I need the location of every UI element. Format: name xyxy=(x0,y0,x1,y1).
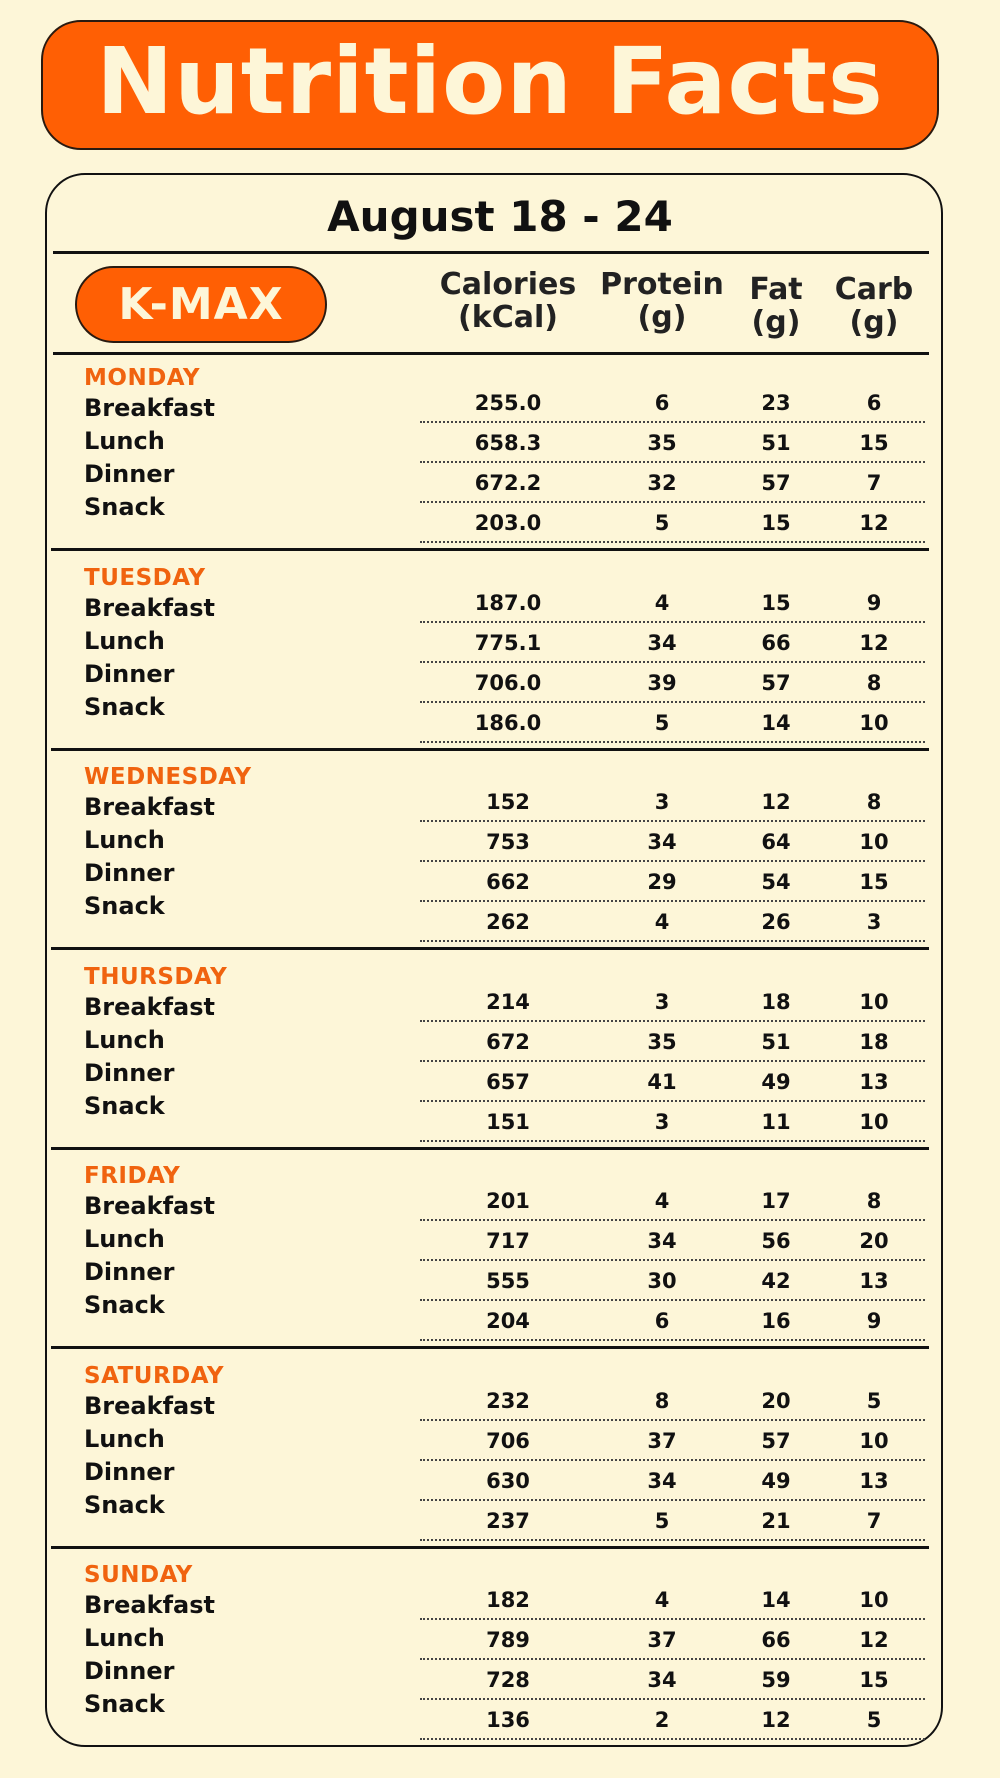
table-cell: 15 xyxy=(859,1668,889,1692)
table-cell: 34 xyxy=(647,1229,677,1253)
table-cell: 12 xyxy=(859,1628,889,1652)
meal-label: Breakfast xyxy=(84,1591,215,1619)
row-divider xyxy=(420,1140,925,1142)
table-cell: 187.0 xyxy=(474,590,542,615)
column-header-2 xyxy=(736,273,816,339)
table-cell: 13 xyxy=(859,1468,889,1493)
meal-label: Lunch xyxy=(84,626,165,655)
table-cell: 57 xyxy=(761,471,791,495)
meal-label: Breakfast xyxy=(84,992,215,1021)
row-divider xyxy=(420,1419,925,1421)
table-cell: 5 xyxy=(654,511,670,535)
table-cell: 672 xyxy=(486,1029,530,1054)
table-cell: 21 xyxy=(761,1508,791,1533)
table-cell: 10 xyxy=(859,1428,889,1453)
table-cell: 9 xyxy=(866,1309,882,1333)
meal-label: Breakfast xyxy=(84,1391,215,1420)
meal-label: Snack xyxy=(84,1490,165,1519)
table-cell: 4 xyxy=(654,1588,670,1612)
table-cell: 26 xyxy=(761,910,791,934)
table-cell: 6 xyxy=(654,391,670,415)
day-label: WEDNESDAY xyxy=(84,764,252,790)
table-cell: 753 xyxy=(486,830,530,854)
table-cell: 49 xyxy=(761,1069,791,1094)
row-divider xyxy=(420,701,925,703)
table-cell: 66 xyxy=(761,1628,791,1652)
table-cell: 10 xyxy=(859,830,889,854)
table-cell: 8 xyxy=(866,670,882,695)
table-cell: 728 xyxy=(486,1668,530,1692)
table-cell: 8 xyxy=(654,1388,670,1413)
day-label: TUESDAY xyxy=(84,564,206,591)
meal-label: Breakfast xyxy=(84,593,215,622)
table-cell: 8 xyxy=(866,790,882,814)
date-range: August 18 - 24 xyxy=(327,192,673,241)
table-cell: 10 xyxy=(859,1109,889,1134)
row-divider xyxy=(420,900,925,902)
table-cell: 39 xyxy=(647,670,677,695)
column-header-unit: (kCal) xyxy=(458,300,558,335)
meal-label: Dinner xyxy=(84,1457,175,1486)
table-cell: 8 xyxy=(866,1189,882,1213)
day-separator xyxy=(51,748,929,751)
meal-label: Lunch xyxy=(84,1025,165,1054)
table-cell: 136 xyxy=(486,1708,530,1732)
meal-label: Snack xyxy=(84,1091,165,1120)
day-separator xyxy=(51,548,929,551)
table-cell: 706.0 xyxy=(474,670,542,695)
table-cell: 34 xyxy=(647,830,677,854)
column-header-title: Calories xyxy=(439,267,577,302)
column-header-title: Fat xyxy=(749,272,803,307)
meal-label: Dinner xyxy=(84,1657,175,1685)
row-divider xyxy=(420,1459,925,1461)
row-divider xyxy=(420,1539,925,1541)
table-cell: 15 xyxy=(859,870,889,894)
table-cell: 214 xyxy=(486,989,530,1014)
row-divider xyxy=(420,421,925,423)
page-title: Nutrition Facts xyxy=(96,28,884,135)
table-cell: 182 xyxy=(486,1588,530,1612)
table-cell: 775.1 xyxy=(474,630,542,655)
day-separator xyxy=(51,1546,929,1549)
meal-label: Dinner xyxy=(84,659,175,688)
table-cell: 15 xyxy=(761,511,791,535)
table-cell: 4 xyxy=(654,910,670,934)
row-divider xyxy=(420,940,925,942)
table-cell: 255.0 xyxy=(474,391,542,415)
table-cell: 57 xyxy=(761,1428,791,1453)
table-cell: 13 xyxy=(859,1269,889,1293)
table-cell: 203.0 xyxy=(474,511,542,535)
day-label: FRIDAY xyxy=(84,1163,181,1189)
meal-label: Lunch xyxy=(84,1225,165,1253)
table-cell: 29 xyxy=(647,870,677,894)
table-cell: 54 xyxy=(761,870,791,894)
meal-label: Dinner xyxy=(84,1258,175,1286)
row-divider xyxy=(420,461,925,463)
table-cell: 56 xyxy=(761,1229,791,1253)
meal-label: Snack xyxy=(84,1690,165,1718)
column-header-unit: (g) xyxy=(751,305,801,340)
table-cell: 658.3 xyxy=(474,431,542,455)
table-cell: 34 xyxy=(647,1468,677,1493)
header-top-rule xyxy=(53,251,929,254)
row-divider xyxy=(420,621,925,623)
table-cell: 2 xyxy=(654,1708,670,1732)
day-label: THURSDAY xyxy=(84,963,228,990)
meal-label: Snack xyxy=(84,692,165,721)
title-banner xyxy=(41,20,939,150)
row-divider xyxy=(420,1738,925,1740)
day-separator xyxy=(51,1346,929,1349)
table-cell: 5 xyxy=(654,1508,670,1533)
table-cell: 555 xyxy=(486,1269,530,1293)
table-cell: 12 xyxy=(859,630,889,655)
table-cell: 5 xyxy=(654,710,670,735)
table-cell: 262 xyxy=(486,910,530,934)
table-cell: 12 xyxy=(859,511,889,535)
brand-label: K-MAX xyxy=(118,279,284,330)
row-divider xyxy=(420,1299,925,1301)
table-cell: 204 xyxy=(486,1309,530,1333)
table-cell: 7 xyxy=(866,471,882,495)
meal-label: Lunch xyxy=(84,1424,165,1453)
table-cell: 717 xyxy=(486,1229,530,1253)
day-separator xyxy=(51,947,929,950)
row-divider xyxy=(420,860,925,862)
table-cell: 630 xyxy=(486,1468,530,1493)
table-cell: 10 xyxy=(859,710,889,735)
column-header-unit: (g) xyxy=(849,305,899,340)
day-label: MONDAY xyxy=(84,365,201,391)
meal-label: Breakfast xyxy=(84,1192,215,1220)
table-cell: 18 xyxy=(859,1029,889,1054)
table-cell: 59 xyxy=(761,1668,791,1692)
table-cell: 151 xyxy=(486,1109,530,1134)
row-divider xyxy=(420,1219,925,1221)
meal-label: Breakfast xyxy=(84,793,215,821)
column-header-title: Protein xyxy=(600,267,724,302)
table-cell: 9 xyxy=(866,590,882,615)
meal-label: Snack xyxy=(84,493,165,521)
table-cell: 37 xyxy=(647,1628,677,1652)
table-cell: 64 xyxy=(761,830,791,854)
table-cell: 657 xyxy=(486,1069,530,1094)
column-header-1 xyxy=(597,268,727,334)
table-cell: 34 xyxy=(647,630,677,655)
table-cell: 57 xyxy=(761,670,791,695)
meal-label: Snack xyxy=(84,1291,165,1319)
table-cell: 42 xyxy=(761,1269,791,1293)
table-cell: 15 xyxy=(859,431,889,455)
row-divider xyxy=(420,501,925,503)
table-cell: 5 xyxy=(866,1388,882,1413)
table-cell: 41 xyxy=(647,1069,677,1094)
row-divider xyxy=(420,1698,925,1700)
table-cell: 66 xyxy=(761,630,791,655)
column-header-3 xyxy=(829,273,919,339)
table-cell: 12 xyxy=(761,790,791,814)
meal-label: Lunch xyxy=(84,1624,165,1652)
row-divider xyxy=(420,1100,925,1102)
table-cell: 6 xyxy=(866,391,882,415)
table-cell: 23 xyxy=(761,391,791,415)
column-header-0 xyxy=(433,268,583,334)
row-divider xyxy=(420,1618,925,1620)
table-cell: 3 xyxy=(654,989,670,1014)
row-divider xyxy=(420,541,925,543)
brand-badge xyxy=(75,266,327,343)
table-cell: 3 xyxy=(866,910,882,934)
meal-label: Lunch xyxy=(84,427,165,455)
table-cell: 35 xyxy=(647,1029,677,1054)
meal-label: Dinner xyxy=(84,859,175,887)
table-cell: 186.0 xyxy=(474,710,542,735)
row-divider xyxy=(420,1339,925,1341)
table-cell: 4 xyxy=(654,1189,670,1213)
table-cell: 35 xyxy=(647,431,677,455)
table-cell: 789 xyxy=(486,1628,530,1652)
table-cell: 14 xyxy=(761,1588,791,1612)
table-cell: 7 xyxy=(866,1508,882,1533)
day-label: SUNDAY xyxy=(84,1562,193,1588)
day-separator xyxy=(51,1147,929,1150)
table-cell: 6 xyxy=(654,1309,670,1333)
table-cell: 13 xyxy=(859,1069,889,1094)
table-cell: 49 xyxy=(761,1468,791,1493)
meal-label: Breakfast xyxy=(84,394,215,422)
row-divider xyxy=(420,820,925,822)
table-cell: 20 xyxy=(761,1388,791,1413)
table-cell: 5 xyxy=(866,1708,882,1732)
table-cell: 10 xyxy=(859,1588,889,1612)
row-divider xyxy=(420,741,925,743)
column-header-unit: (g) xyxy=(637,300,687,335)
row-divider xyxy=(420,1259,925,1261)
table-cell: 232 xyxy=(486,1388,530,1413)
table-cell: 11 xyxy=(761,1109,791,1134)
table-cell: 14 xyxy=(761,710,791,735)
table-cell: 3 xyxy=(654,790,670,814)
meal-label: Dinner xyxy=(84,1058,175,1087)
row-divider xyxy=(420,1658,925,1660)
row-divider xyxy=(420,1020,925,1022)
table-cell: 20 xyxy=(859,1229,889,1253)
table-cell: 15 xyxy=(761,590,791,615)
day-label: SATURDAY xyxy=(84,1362,225,1389)
table-cell: 152 xyxy=(486,790,530,814)
table-cell: 16 xyxy=(761,1309,791,1333)
table-cell: 237 xyxy=(486,1508,530,1533)
table-cell: 201 xyxy=(486,1189,530,1213)
meal-label: Lunch xyxy=(84,826,165,854)
row-divider xyxy=(420,1060,925,1062)
table-cell: 51 xyxy=(761,431,791,455)
header-bottom-rule xyxy=(53,352,929,355)
table-cell: 37 xyxy=(647,1428,677,1453)
meal-label: Snack xyxy=(84,892,165,920)
table-cell: 51 xyxy=(761,1029,791,1054)
column-header-title: Carb xyxy=(834,272,914,307)
table-cell: 10 xyxy=(859,989,889,1014)
table-cell: 17 xyxy=(761,1189,791,1213)
table-cell: 672.2 xyxy=(474,471,542,495)
table-cell: 30 xyxy=(647,1269,677,1293)
table-cell: 4 xyxy=(654,590,670,615)
table-cell: 706 xyxy=(486,1428,530,1453)
row-divider xyxy=(420,1499,925,1501)
table-cell: 18 xyxy=(761,989,791,1014)
row-divider xyxy=(420,661,925,663)
table-cell: 12 xyxy=(761,1708,791,1732)
table-cell: 32 xyxy=(647,471,677,495)
table-cell: 34 xyxy=(647,1668,677,1692)
table-cell: 662 xyxy=(486,870,530,894)
meal-label: Dinner xyxy=(84,460,175,488)
table-cell: 3 xyxy=(654,1109,670,1134)
